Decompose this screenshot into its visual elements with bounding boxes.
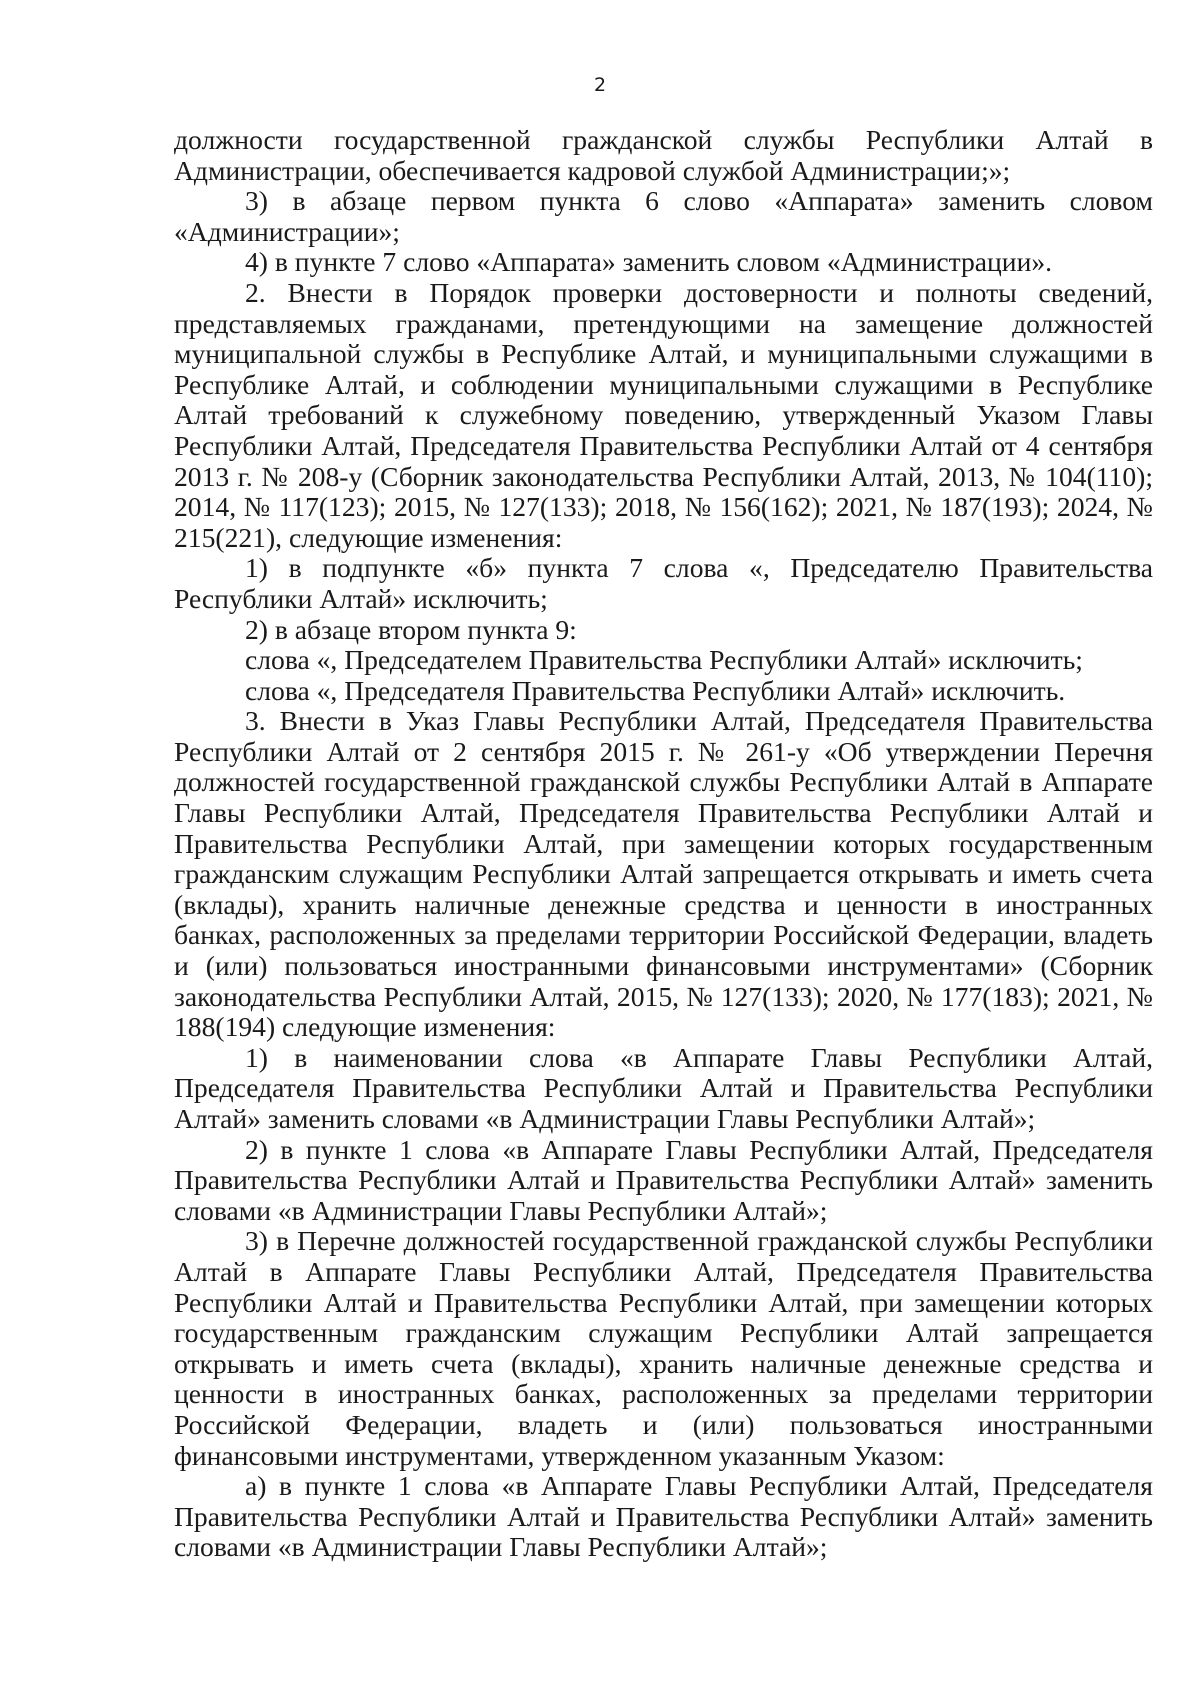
paragraph-section-2: 2. Внести в Порядок проверки достоверности и полноты сведений, представляемых гражданами, претендующими на замещение должностей муниципальной службы в Республике Алтай, и муниципальными служащими в Республике Алтай, и соблюдении муниципальными служащими в Республике Алтай требований к служебному поведению, утвержденный Указом Главы Республики Алтай, Председателя Правительства Республики Алтай от 4 сентября 2013 г. № 208-у (Сборник законодательства Республики Алтай, 2013, № 104(110); 2014, № 117(123); 2015, № 127(133); 2018, № 156(162); 2021, № 187(193); 2024, № 215(221), следующие изменения:: [174, 276, 1153, 553]
paragraph-item-1-4: 4) в пункте 7 слово «Аппарата» заменить словом «Администрации».: [245, 246, 1053, 278]
paragraph-item-2-2-words-a: слова «, Председателем Правительства Республики Алтай» исключить;: [245, 644, 1083, 676]
page-number: 2: [593, 74, 607, 96]
paragraph-item-2-2-words-b: слова «, Председателя Правительства Республики Алтай» исключить.: [245, 674, 1066, 706]
paragraph-item-3-3: 3) в Перечне должностей государственной гражданской службы Республики Алтай в Аппарате Главы Республики Алтай, Председателя Правительства Республики Алтай и Правительства Республики Алтай, при замещении которых государственным гражданским служащим Республики Алтай запрещается открывать и иметь счета (вклады), хранить наличные денежные средства и ценности в иностранных банках, расположенных за пределами территории Российской Федерации, владеть и (или) пользоваться иностранными финансовыми инструментами, утвержденном указанным Указом:: [174, 1225, 1153, 1471]
paragraph-section-3: 3. Внести в Указ Главы Республики Алтай, Председателя Правительства Республики Алтай от 2 сентября 2015 г. № 261-у «Об утверждении Перечня должностей государственной гражданской службы Республики Алтай в Аппарате Главы Республики Алтай, Председателя Правительства Республики Алтай и Правительства Республики Алтай, при замещении которых государственным гражданским служащим Республики Алтай запрещается открывать и иметь счета (вклады), хранить наличные денежные средства и ценности в иностранных банках, расположенных за пределами территории Российской Федерации, владеть и (или) пользоваться иностранными финансовыми инструментами» (Сборник законодательства Республики Алтай, 2015, № 127(133); 2020, № 177(183); 2021, № 188(194) следующие изменения:: [174, 705, 1153, 1043]
paragraph-item-2-2: 2) в абзаце втором пункта 9:: [245, 613, 577, 645]
paragraph-continuation: должности государственной гражданской службы Республики Алтай в Администрации, обеспечивается кадровой службой Администрации;»;: [174, 124, 1153, 186]
paragraph-item-3-2: 2) в пункте 1 слова «в Аппарате Главы Республики Алтай, Председателя Правительства Республики Алтай и Правительства Республики Алтай» заменить словами «в Администрации Главы Республики Алтай»;: [174, 1133, 1153, 1226]
paragraph-item-1-3: 3) в абзаце первом пункта 6 слово «Аппарата» заменить словом «Администрации»;: [174, 185, 1153, 247]
paragraph-item-3-1: 1) в наименовании слова «в Аппарате Главы Республики Алтай, Председателя Правительства Республики Алтай и Правительства Республики Алтай» заменить словами «в Администрации Главы Республики Алтай»;: [174, 1041, 1153, 1134]
paragraph-item-3-3-a: а) в пункте 1 слова «в Аппарате Главы Республики Алтай, Председателя Правительства Республики Алтай и Правительства Республики Алтай» заменить словами «в Администрации Главы Республики Алтай»;: [174, 1470, 1153, 1563]
paragraph-item-2-1: 1) в подпункте «б» пункта 7 слова «, Председателю Правительства Республики Алтай» исключить;: [174, 552, 1153, 614]
document-body: [174, 125, 1153, 1563]
